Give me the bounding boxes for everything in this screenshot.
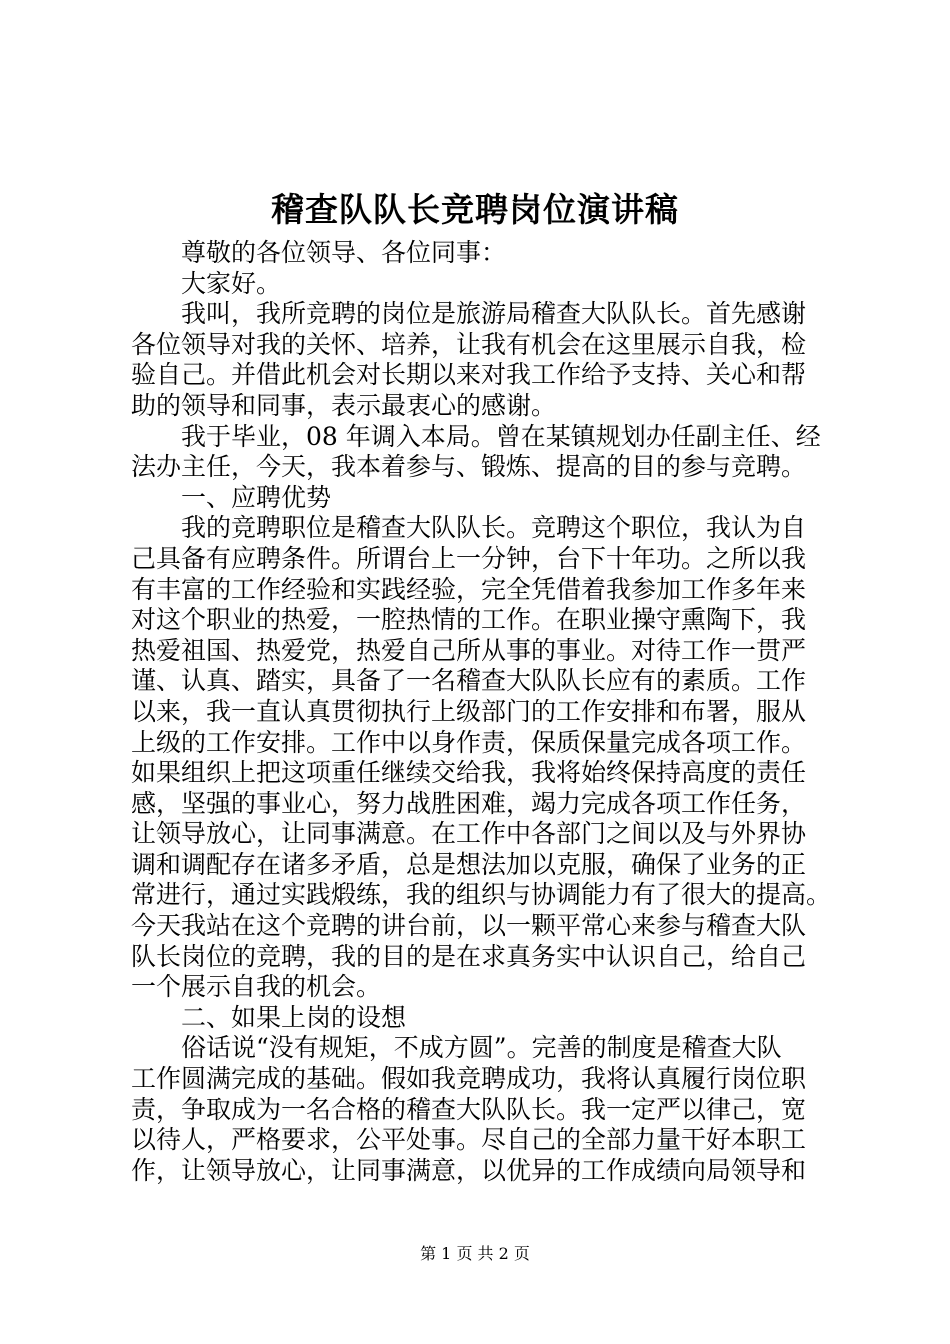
text-line: 以待人，严格要求，公平处事。尽自己的全部力量干好本职工 [131,1125,807,1155]
text-line: 调和调配存在诸多矛盾，总是想法加以克服，确保了业务的正 [131,849,807,879]
text-line: 如果组织上把这项重任继续交给我，我将始终保持高度的责任 [131,758,807,788]
text-line: 俗话说“没有规矩，不成方圆”。完善的制度是稽查大队 [181,1033,782,1063]
text-line: 一、应聘优势 [181,482,332,512]
text-line: 有丰富的工作经验和实践经验，完全凭借着我参加工作多年来 [131,574,807,604]
page-footer: 第 1 页 共 2 页 [420,1244,530,1263]
text-line: 作，让领导放心，让同事满意，以优异的工作成绩向局领导和 [131,1155,807,1185]
text-line: 大家好。 [181,268,282,298]
text-line: 热爱祖国、热爱党，热爱自己所从事的事业。对待工作一贯严 [131,635,807,665]
text-line: 谨、认真、踏实，具备了一名稽查大队队长应有的素质。工作 [131,666,807,696]
text-line: 队长岗位的竞聘，我的目的是在求真务实中认识自己，给自己 [131,941,807,971]
text-line: 以来，我一直认真贯彻执行上级部门的工作安排和布署，服从 [131,696,807,726]
text-line: 助的领导和同事，表示最衷心的感谢。 [131,390,557,420]
text-line: 验自己。并借此机会对长期以来对我工作给予支持、关心和帮 [131,360,807,390]
text-line: 对这个职业的热爱，一腔热情的工作。在职业操守熏陶下，我 [131,605,807,635]
text-line: 让领导放心，让同事满意。在工作中各部门之间以及与外界协 [131,819,807,849]
text-line: 今天我站在这个竞聘的讲台前，以一颗平常心来参与稽查大队 [131,911,807,941]
text-line: 尊敬的各位领导、各位同事： [181,238,507,267]
text-line: 各位领导对我的关怀、培养，让我有机会在这里展示自我，检 [131,329,807,359]
text-line: 上级的工作安排。工作中以身作责，保质保量完成各项工作。 [131,727,807,757]
text-line: 一个展示自我的机会。 [131,972,382,1002]
text-line: 我的竞聘职位是稽查大队队长。竞聘这个职位，我认为自 [181,513,807,543]
document-title: 稽查队队长竞聘岗位演讲稿 [271,190,679,229]
document-body [131,238,843,1186]
text-line: 二、如果上岗的设想 [181,1002,407,1032]
text-line: 责，争取成为一名合格的稽查大队队长。我一定严以律己，宽 [131,1094,807,1124]
text-line: 法办主任，今天，我本着参与、锻炼、提高的目的参与竞聘。 [131,452,807,482]
text-line: 工作圆满完成的基础。假如我竞聘成功，我将认真履行岗位职 [131,1064,807,1094]
text-line: 感，坚强的事业心，努力战胜困难，竭力完成各项工作任务， [131,788,807,818]
text-line: 常进行，通过实践煅练，我的组织与协调能力有了很大的提高。 [131,880,832,910]
text-line: 我于毕业，08 年调入本局。曾在某镇规划办任副主任、经 [181,421,821,451]
text-line: 我叫，我所竞聘的岗位是旅游局稽查大队队长。首先感谢 [181,299,807,329]
text-line: 己具备有应聘条件。所谓台上一分钟，台下十年功。之所以我 [131,543,807,573]
